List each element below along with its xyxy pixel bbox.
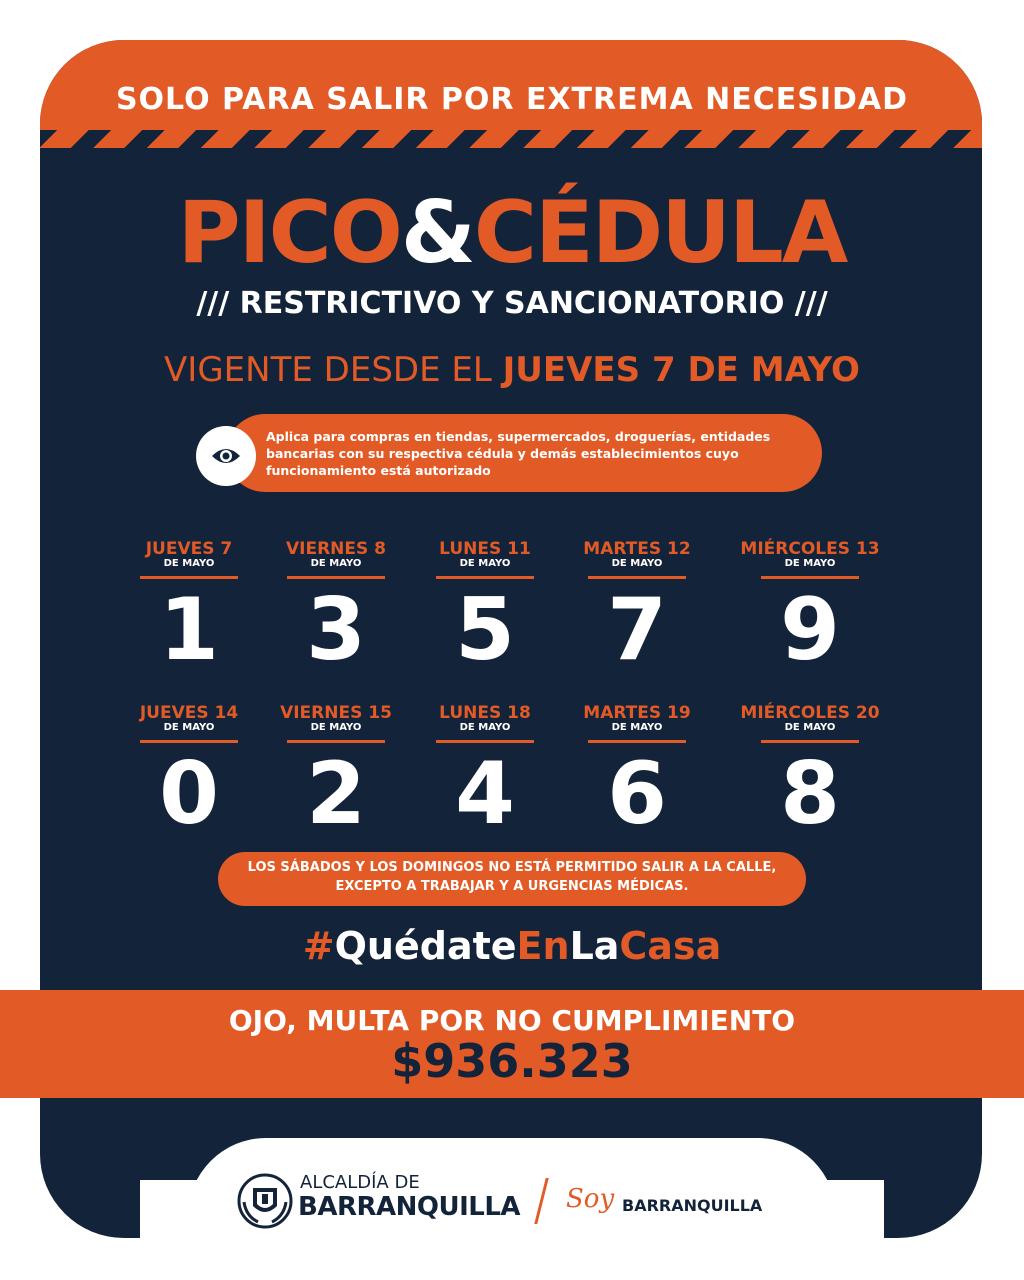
day-name: MARTES 19 xyxy=(583,703,691,723)
day-month: DE MAYO xyxy=(784,558,836,569)
title-ampersand: & xyxy=(400,183,474,283)
day-miercoles-13 xyxy=(735,539,885,680)
cedula-digit: 7 xyxy=(607,580,667,680)
fine-label: OJO, MULTA POR NO CUMPLIMIENTO xyxy=(228,1004,796,1037)
cedula-digit: 3 xyxy=(306,580,366,680)
weekend-notice xyxy=(218,858,806,896)
effective-date-value: JUEVES 7 DE MAYO xyxy=(502,350,860,390)
divider-line xyxy=(287,576,385,579)
hashtag-en: En xyxy=(516,924,570,968)
cedula-digit: 6 xyxy=(607,744,667,844)
info-text: Aplica para compras en tiendas, supermercados, droguerías, entidades bancarias con su respectiva cédula y demás establecimientos cuyo funcionamiento está autorizado xyxy=(266,429,771,478)
hashtag-quedate: Quédate xyxy=(334,924,517,968)
day-jueves-7 xyxy=(114,539,264,680)
weekend-notice-line2: EXCEPTO A TRABAJAR Y A URGENCIAS MÉDICAS. xyxy=(335,879,689,894)
divider-line xyxy=(436,740,534,743)
fine-amount: $936.323 xyxy=(391,1034,633,1088)
day-month: DE MAYO xyxy=(459,558,511,569)
footer-soy: Soy xyxy=(566,1184,615,1214)
hashtag-casa: Casa xyxy=(619,924,722,968)
day-lunes-11 xyxy=(410,539,560,680)
footer-alcaldia: ALCALDÍA DE xyxy=(300,1172,420,1193)
day-name: JUEVES 14 xyxy=(139,703,239,723)
divider-line xyxy=(761,576,859,579)
day-jueves-14 xyxy=(114,703,264,844)
divider-line xyxy=(588,740,686,743)
day-month: DE MAYO xyxy=(310,722,362,733)
day-month: DE MAYO xyxy=(163,558,215,569)
cedula-digit: 4 xyxy=(455,744,515,844)
eye-icon xyxy=(196,426,256,486)
title-pico: PICO xyxy=(177,183,401,283)
day-name: JUEVES 7 xyxy=(145,539,233,559)
divider-line xyxy=(588,576,686,579)
title-cedula: CÉDULA xyxy=(473,183,847,283)
divider-line xyxy=(140,740,238,743)
day-name: LUNES 11 xyxy=(439,539,531,559)
day-miercoles-20 xyxy=(735,703,885,844)
cedula-digit: 0 xyxy=(159,744,219,844)
footer-soy-brand: BARRANQUILLA xyxy=(622,1196,763,1215)
day-name: VIERNES 15 xyxy=(280,703,392,723)
hashtag-hash: # xyxy=(302,924,335,968)
city-seal-icon xyxy=(236,1172,294,1234)
day-month: DE MAYO xyxy=(784,722,836,733)
day-viernes-8 xyxy=(261,539,411,680)
day-month: DE MAYO xyxy=(163,722,215,733)
effective-date xyxy=(0,350,1024,390)
effective-date-prefix: VIGENTE DESDE EL xyxy=(164,350,503,390)
subtitle: /// RESTRICTIVO Y SANCIONATORIO /// xyxy=(196,286,828,321)
day-month: DE MAYO xyxy=(611,722,663,733)
cedula-digit: 9 xyxy=(780,580,840,680)
day-martes-19 xyxy=(562,703,712,844)
cedula-digit: 8 xyxy=(780,744,840,844)
day-lunes-18 xyxy=(410,703,560,844)
cedula-digit: 1 xyxy=(159,580,219,680)
day-name: VIERNES 8 xyxy=(285,539,387,559)
day-name: MARTES 12 xyxy=(583,539,691,559)
banner-text: SOLO PARA SALIR POR EXTREMA NECESIDAD xyxy=(115,82,909,117)
hashtag xyxy=(0,924,1024,968)
cedula-digit: 5 xyxy=(455,580,515,680)
day-month: DE MAYO xyxy=(611,558,663,569)
divider-line xyxy=(761,740,859,743)
hashtag-la: La xyxy=(569,924,620,968)
day-martes-12 xyxy=(562,539,712,680)
divider-line xyxy=(436,576,534,579)
divider-line xyxy=(287,740,385,743)
main-title xyxy=(0,183,1024,283)
day-viernes-15 xyxy=(261,703,411,844)
day-name: LUNES 18 xyxy=(439,703,531,723)
day-name: MIÉRCOLES 13 xyxy=(740,539,880,559)
divider-line xyxy=(140,576,238,579)
cedula-digit: 2 xyxy=(306,744,366,844)
weekend-notice-line1: LOS SÁBADOS Y LOS DOMINGOS NO ESTÁ PERMITIDO SALIR A LA CALLE, xyxy=(247,860,777,875)
day-name: MIÉRCOLES 20 xyxy=(740,703,880,723)
day-month: DE MAYO xyxy=(459,722,511,733)
day-month: DE MAYO xyxy=(310,558,362,569)
footer-barranquilla: BARRANQUILLA xyxy=(298,1192,521,1222)
